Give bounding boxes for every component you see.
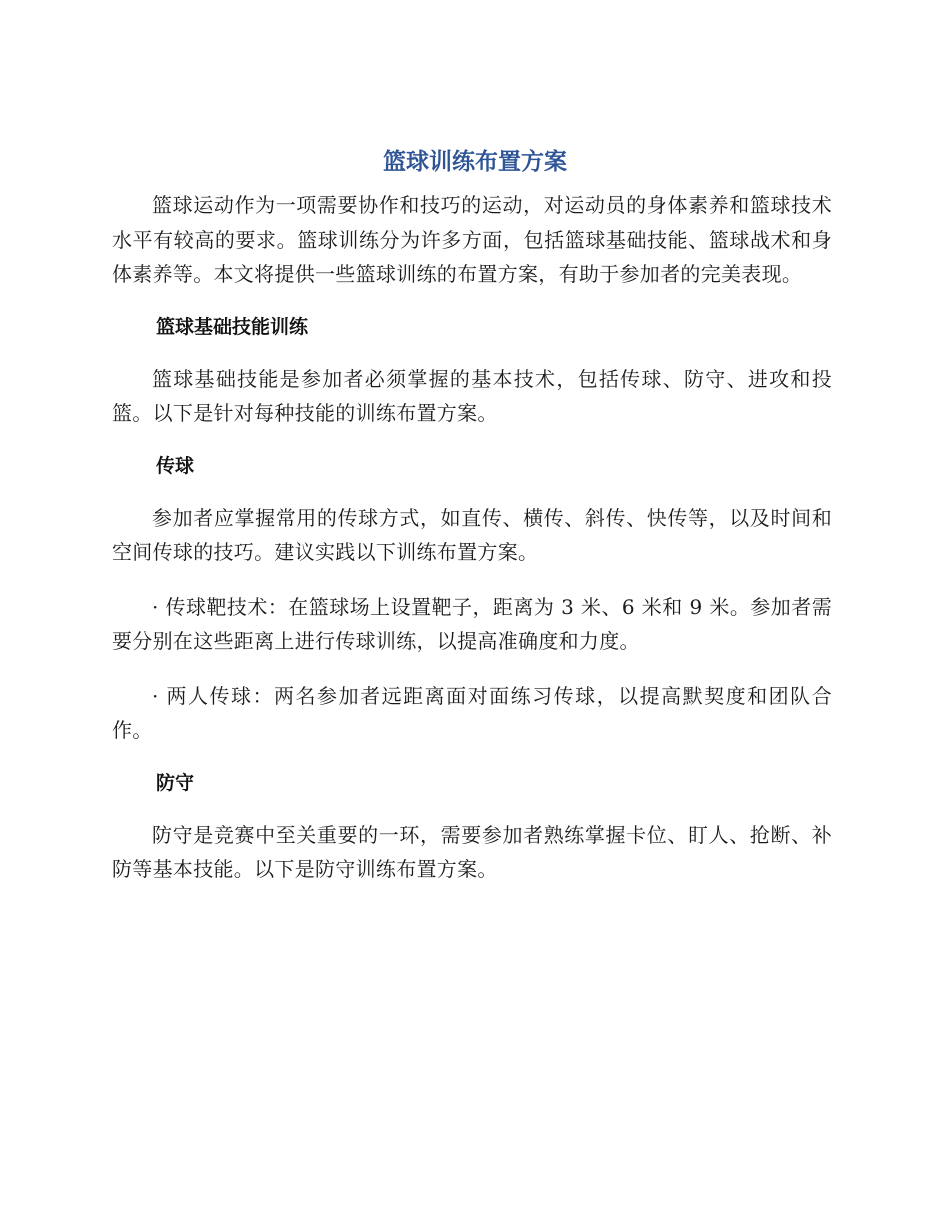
document-body — [112, 188, 832, 887]
passing-paragraph: 参加者应掌握常用的传球方式，如直传、横传、斜传、快传等，以及时间和空间传球的技巧。建议实践以下训练布置方案。 — [112, 505, 832, 564]
passing-bullet-pair: · 两人传球：两名参加者远距离面对面练习传球，以提高默契度和团队合作。 — [112, 683, 832, 742]
section-heading-basic-skills: 篮球基础技能训练 — [156, 315, 309, 338]
basic-skills-paragraph: 篮球基础技能是参加者必须掌握的基本技术，包括传球、防守、进攻和投篮。以下是针对每种技能的训练布置方案。 — [112, 366, 832, 425]
passing-bullet-target: · 传球靶技术：在篮球场上设置靶子，距离为 3 米、6 米和 9 米。参加者需要分别在这些距离上进行传球训练，以提高准确度和力度。 — [112, 594, 832, 653]
defense-paragraph: 防守是竞赛中至关重要的一环，需要参加者熟练掌握卡位、盯人、抢断、补防等基本技能。以下是防守训练布置方案。 — [112, 822, 832, 881]
intro-paragraph: 篮球运动作为一项需要协作和技巧的运动，对运动员的身体素养和篮球技术水平有较高的要求。篮球训练分为许多方面，包括篮球基础技能、篮球战术和身体素养等。本文将提供一些篮球训练的布置方案，有助于参加者的完美表现。 — [112, 193, 832, 286]
section-heading-passing: 传球 — [156, 454, 195, 477]
section-heading-defense: 防守 — [156, 771, 195, 794]
document-title: 篮球训练布置方案 — [383, 149, 567, 175]
